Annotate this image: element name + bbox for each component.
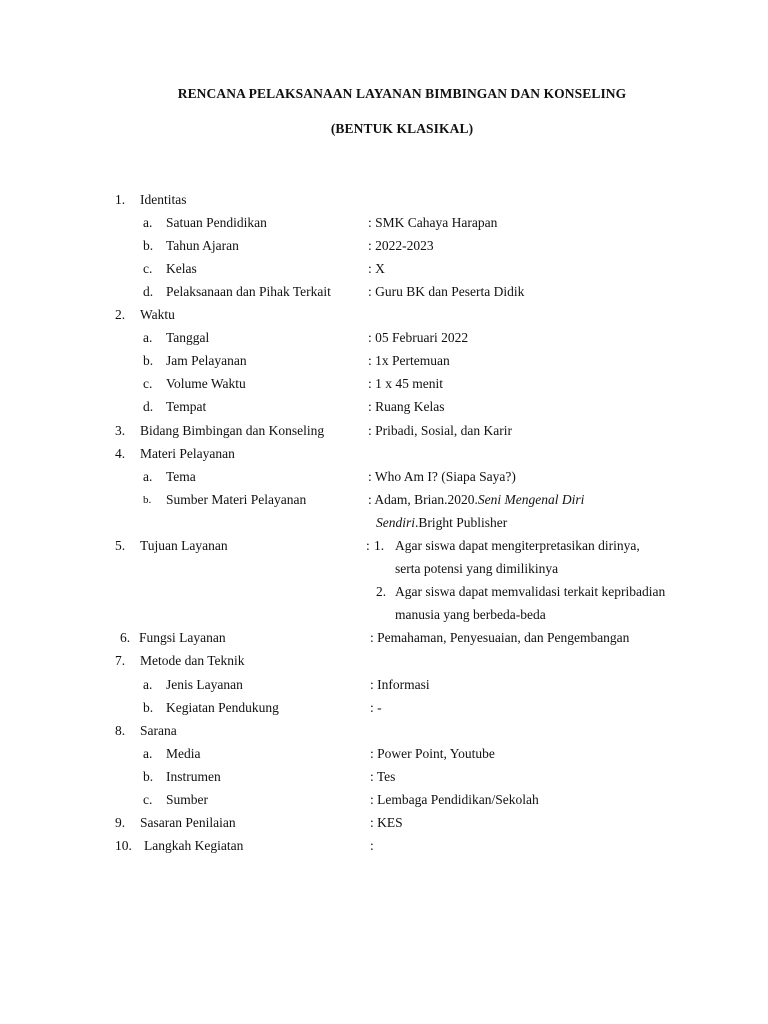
section-value: : KES — [370, 815, 403, 830]
section-materi — [0, 444, 768, 464]
point-text: Agar siswa dapat mengiterpretasikan dirinya, — [395, 538, 640, 553]
item-label: Jam Pelayanan — [166, 353, 247, 368]
section-label: Fungsi Layanan — [139, 630, 226, 645]
section-metode — [0, 651, 768, 671]
item-row — [0, 767, 768, 787]
item-label: Jenis Layanan — [166, 677, 243, 692]
source-title-cont: Sendiri — [376, 515, 415, 530]
point-number: 1. — [374, 538, 385, 553]
item-value — [368, 490, 584, 510]
section-value: : Pemahaman, Penyesuaian, dan Pengembangan — [370, 630, 630, 645]
item-letter: d. — [143, 284, 154, 299]
item-value — [376, 513, 507, 533]
item-row-continued — [0, 513, 768, 533]
item-letter: a. — [143, 330, 153, 345]
item-letter: b. — [143, 769, 154, 784]
section-label: Langkah Kegiatan — [144, 838, 244, 853]
item-letter: c. — [143, 376, 153, 391]
item-letter: c. — [143, 792, 153, 807]
item-value: : Tes — [370, 769, 396, 784]
section-number: 9. — [115, 815, 126, 830]
item-row — [0, 790, 768, 810]
item-row — [0, 490, 768, 510]
item-label: Tanggal — [166, 330, 210, 345]
point-text: Agar siswa dapat memvalidasi terkait kepribadian — [395, 584, 666, 599]
item-value: : Power Point, Youtube — [370, 746, 495, 761]
section-value: : Pribadi, Sosial, dan Karir — [368, 423, 512, 438]
point-text: manusia yang berbeda-beda — [395, 607, 546, 622]
item-value: : Lembaga Pendidikan/Sekolah — [370, 792, 539, 807]
item-row — [0, 236, 768, 256]
section-tujuan — [0, 536, 768, 556]
source-publisher: .Bright Publisher — [415, 515, 508, 530]
item-letter: a. — [143, 469, 153, 484]
item-label: Tahun Ajaran — [166, 238, 239, 253]
item-label: Satuan Pendidikan — [166, 215, 267, 230]
section-label: Tujuan Layanan — [140, 538, 228, 553]
item-label: Tema — [166, 469, 196, 484]
document-title: RENCANA PELAKSANAAN LAYANAN BIMBINGAN DAN KONSELING — [177, 86, 627, 101]
item-label: Volume Waktu — [166, 376, 246, 391]
section-identitas — [0, 190, 768, 210]
section-value: : — [370, 838, 374, 853]
item-letter: a. — [143, 215, 153, 230]
point-text: serta potensi yang dimilikinya — [395, 561, 559, 576]
section-label: Sarana — [140, 723, 177, 738]
item-letter: c. — [143, 261, 153, 276]
item-row — [0, 744, 768, 764]
item-letter: a. — [143, 746, 153, 761]
item-label: Media — [166, 746, 201, 761]
item-row — [0, 213, 768, 233]
item-label: Instrumen — [166, 769, 221, 784]
section-sasaran — [0, 813, 768, 833]
section-waktu — [0, 305, 768, 325]
section-number: 10. — [115, 838, 132, 853]
item-label: Kegiatan Pendukung — [166, 700, 279, 715]
section-langkah — [0, 836, 768, 856]
item-letter: b. — [143, 700, 154, 715]
item-label: Pelaksanaan dan Pihak Terkait — [166, 284, 331, 299]
section-sarana — [0, 721, 768, 741]
item-label: Tempat — [166, 399, 207, 414]
item-row — [0, 675, 768, 695]
item-letter: d. — [143, 399, 154, 414]
item-letter: b. — [143, 353, 154, 368]
section-number: 6. — [120, 630, 131, 645]
item-letter: b. — [143, 494, 152, 506]
item-value: : 1 x 45 menit — [368, 376, 443, 391]
item-value: : Informasi — [370, 677, 430, 692]
item-label: Sumber — [166, 792, 208, 807]
item-row — [0, 698, 768, 718]
item-row — [0, 328, 768, 348]
section-number: 1. — [115, 192, 126, 207]
section-number: 4. — [115, 446, 126, 461]
item-row — [0, 397, 768, 417]
section-number: 7. — [115, 653, 126, 668]
item-letter: a. — [143, 677, 153, 692]
item-row — [0, 467, 768, 487]
source-title: Seni Mengenal Diri — [477, 492, 585, 507]
item-label: Sumber Materi Pelayanan — [166, 492, 307, 507]
section-label: Waktu — [140, 307, 175, 322]
item-label: Kelas — [166, 261, 197, 276]
item-row — [0, 374, 768, 394]
section-number: 2. — [115, 307, 126, 322]
item-row — [0, 351, 768, 371]
item-row — [0, 282, 768, 302]
point-number: 2. — [376, 584, 387, 599]
item-value: : 1x Pertemuan — [368, 353, 450, 368]
item-value: : 2022-2023 — [368, 238, 434, 253]
section-label: Bidang Bimbingan dan Konseling — [140, 423, 325, 438]
section-label: Metode dan Teknik — [140, 653, 245, 668]
item-value: : Ruang Kelas — [368, 399, 445, 414]
item-value: : 05 Februari 2022 — [368, 330, 469, 345]
section-number: 3. — [115, 423, 126, 438]
section-colon: : — [366, 538, 370, 553]
item-letter: b. — [143, 238, 154, 253]
section-fungsi — [0, 628, 768, 648]
point-continued — [0, 559, 768, 579]
item-value: : Who Am I? (Siapa Saya?) — [368, 469, 516, 484]
section-number: 8. — [115, 723, 126, 738]
section-label: Sasaran Penilaian — [140, 815, 236, 830]
point-row — [0, 582, 768, 602]
item-row — [0, 259, 768, 279]
item-value: : Guru BK dan Peserta Didik — [368, 284, 525, 299]
section-bidang — [0, 421, 768, 441]
point-continued — [0, 605, 768, 625]
section-label: Identitas — [140, 192, 187, 207]
source-author: : Adam, Brian.2020. — [368, 492, 478, 507]
section-label: Materi Pelayanan — [140, 446, 235, 461]
document-subtitle: (BENTUK KLASIKAL) — [330, 121, 474, 136]
section-number: 5. — [115, 538, 126, 553]
item-value: : X — [368, 261, 385, 276]
item-value: : - — [370, 700, 382, 715]
item-value: : SMK Cahaya Harapan — [368, 215, 498, 230]
